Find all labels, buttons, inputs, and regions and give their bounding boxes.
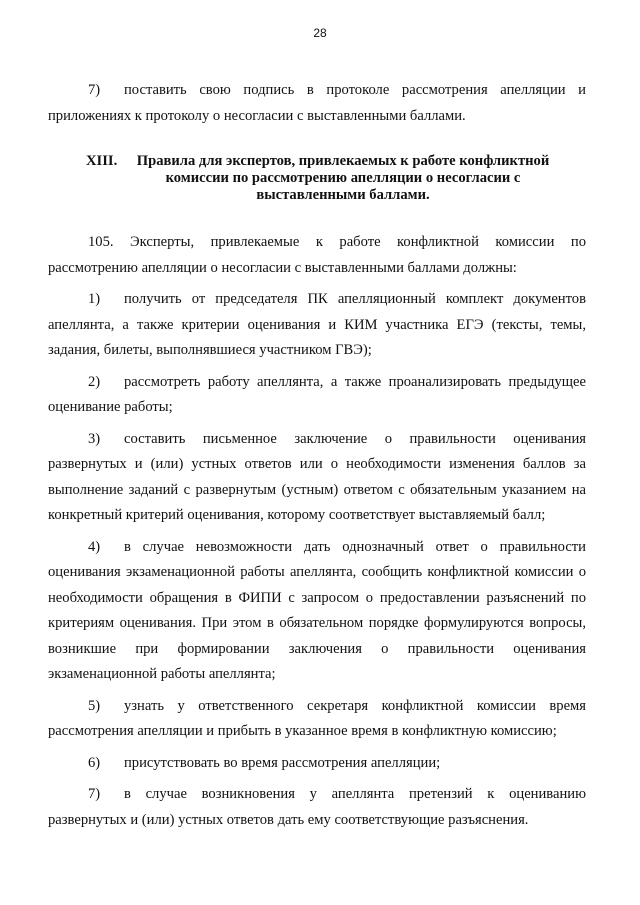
clause-paragraph: 105. Эксперты, привлекаемые к работе конфликтной комиссии по рассмотрению апелляции о несогласии с выставленными баллами должны: [48,234,586,276]
list-item [48,751,586,777]
item-number: 2) [88,373,101,390]
item-text: в случае возникновения у апеллянта претензий к оцениванию развернутых и (или) устных ответов дать ему соответствующие разъяснения. [48,786,586,828]
list-item [48,370,586,421]
list-item [48,535,586,688]
list-item [48,427,586,529]
section-heading [48,153,586,204]
item-number: 1) [88,291,101,307]
item-number: 5) [88,697,101,714]
item-text: составить письменное заключение о правильности оценивания развернутых и (или) устных ответов или о необходимости изменения баллов за выполнение заданий с развернутым (устным) ответом с обязательным указанием на конкретный критерий оценивания, которому соответствует выставляемый балл; [48,430,586,523]
item-text: поставить свою подпись в протоколе рассмотрения апелляции и приложениях к протоколу о несогласии с выставленными баллами. [48,82,586,124]
list-item [48,782,586,833]
item-text: присутствовать во время рассмотрения апелляции; [124,754,441,771]
list-item [48,694,586,745]
page-number: 28 [313,26,327,40]
item-number: 3) [88,430,101,447]
item-number: 7) [88,786,101,802]
list-item [48,287,586,364]
item-text: получить от председателя ПК апелляционный комплект документов апеллянта, а также критерии оценивания и КИМ участника ЕГЭ (тексты, темы, задания, билеты, выполнявшиеся участником ГВЭ); [48,291,586,358]
item-text: в случае невозможности дать однозначный ответ о правильности оценивания экзаменационной работы апеллянта, сообщить конфликтной комиссии о необходимости обращения в ФИПИ с запросом о предоставлении разъяснений по критериям оценивания. При этом в обязательном порядке формулируются вопросы, возникшие при формировании заключения о правильности оценивания экзаменационной работы апеллянта; [48,538,586,682]
document-body [48,78,586,833]
section-title: Правила для экспертов, привлекаемых к работе конфликтной комиссии по рассмотрению апелляции о несогласии с выставленными баллами. [136,153,550,203]
item-number: 4) [88,538,101,555]
intro-list-item [48,78,586,129]
item-text: узнать у ответственного секретаря конфликтной комиссии время рассмотрения апелляции и прибыть в указанное время в конфликтную комиссию; [48,697,586,739]
section-number: XIII. [86,153,118,169]
item-number: 7) [88,82,101,98]
item-number: 6) [88,754,101,771]
item-text: рассмотреть работу апеллянта, а также проанализировать предыдущее оценивание работы; [48,373,586,415]
